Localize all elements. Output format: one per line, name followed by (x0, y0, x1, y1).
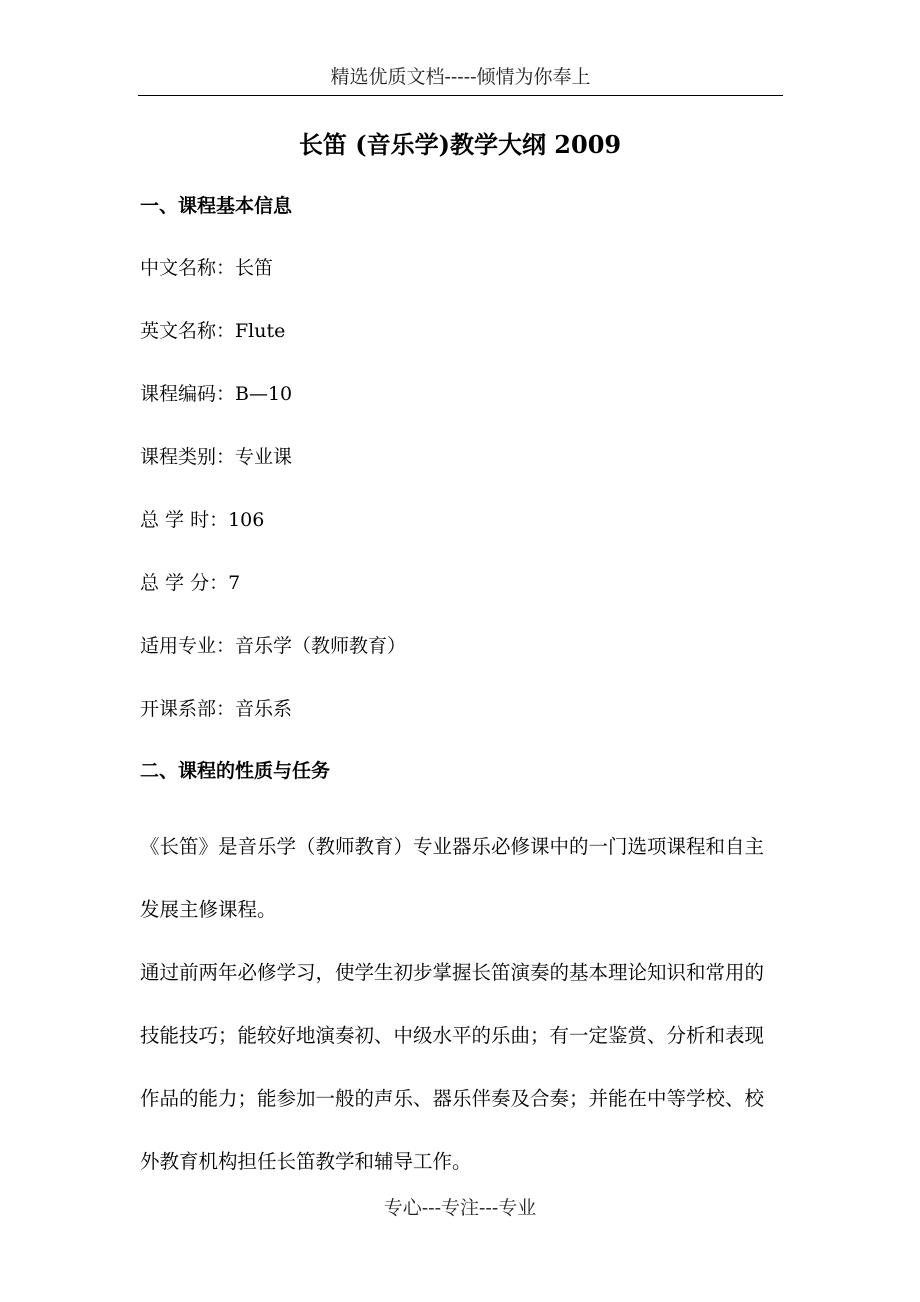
section-heading-nature-tasks: 二、课程的性质与任务 (140, 760, 331, 782)
field-english-name: 英文名称：Flute (140, 320, 286, 342)
page-footer: 专心---专注---专业 (383, 1197, 537, 1219)
field-applicable-major: 适用专业：音乐学（教师教育） (140, 635, 407, 657)
page-header: 精选优质文档-----倾情为你奉上 (330, 66, 591, 88)
document-title: 长笛 (音乐学)教学大纲 2009 (298, 130, 622, 159)
field-department: 开课系部：音乐系 (140, 698, 293, 720)
section2-body (140, 815, 768, 1193)
paragraph-course-goals: 通过前两年必修学习，使学生初步掌握长笛演奏的基本理论知识和常用的技能技巧；能较好地演奏初、中级水平的乐曲；有一定鉴赏、分析和表现作品的能力；能参加一般的声乐、器乐伴奏及合奏；并能在中等学校、校外教育机构担任长笛教学和辅导工作。 (140, 961, 765, 1173)
section-heading-basic-info: 一、课程基本信息 (140, 195, 293, 217)
field-course-code: 课程编码：B—10 (140, 383, 293, 405)
paragraph-course-intro: 《长笛》是音乐学（教师教育）专业器乐必修课中的一门选项课程和自主发展主修课程。 (140, 835, 765, 921)
field-total-hours: 总 学 时：106 (140, 509, 265, 531)
header-divider (138, 95, 783, 96)
field-chinese-name: 中文名称：长笛 (140, 257, 274, 279)
field-course-type: 课程类别：专业课 (140, 446, 293, 468)
field-total-credits: 总 学 分：7 (140, 572, 241, 594)
